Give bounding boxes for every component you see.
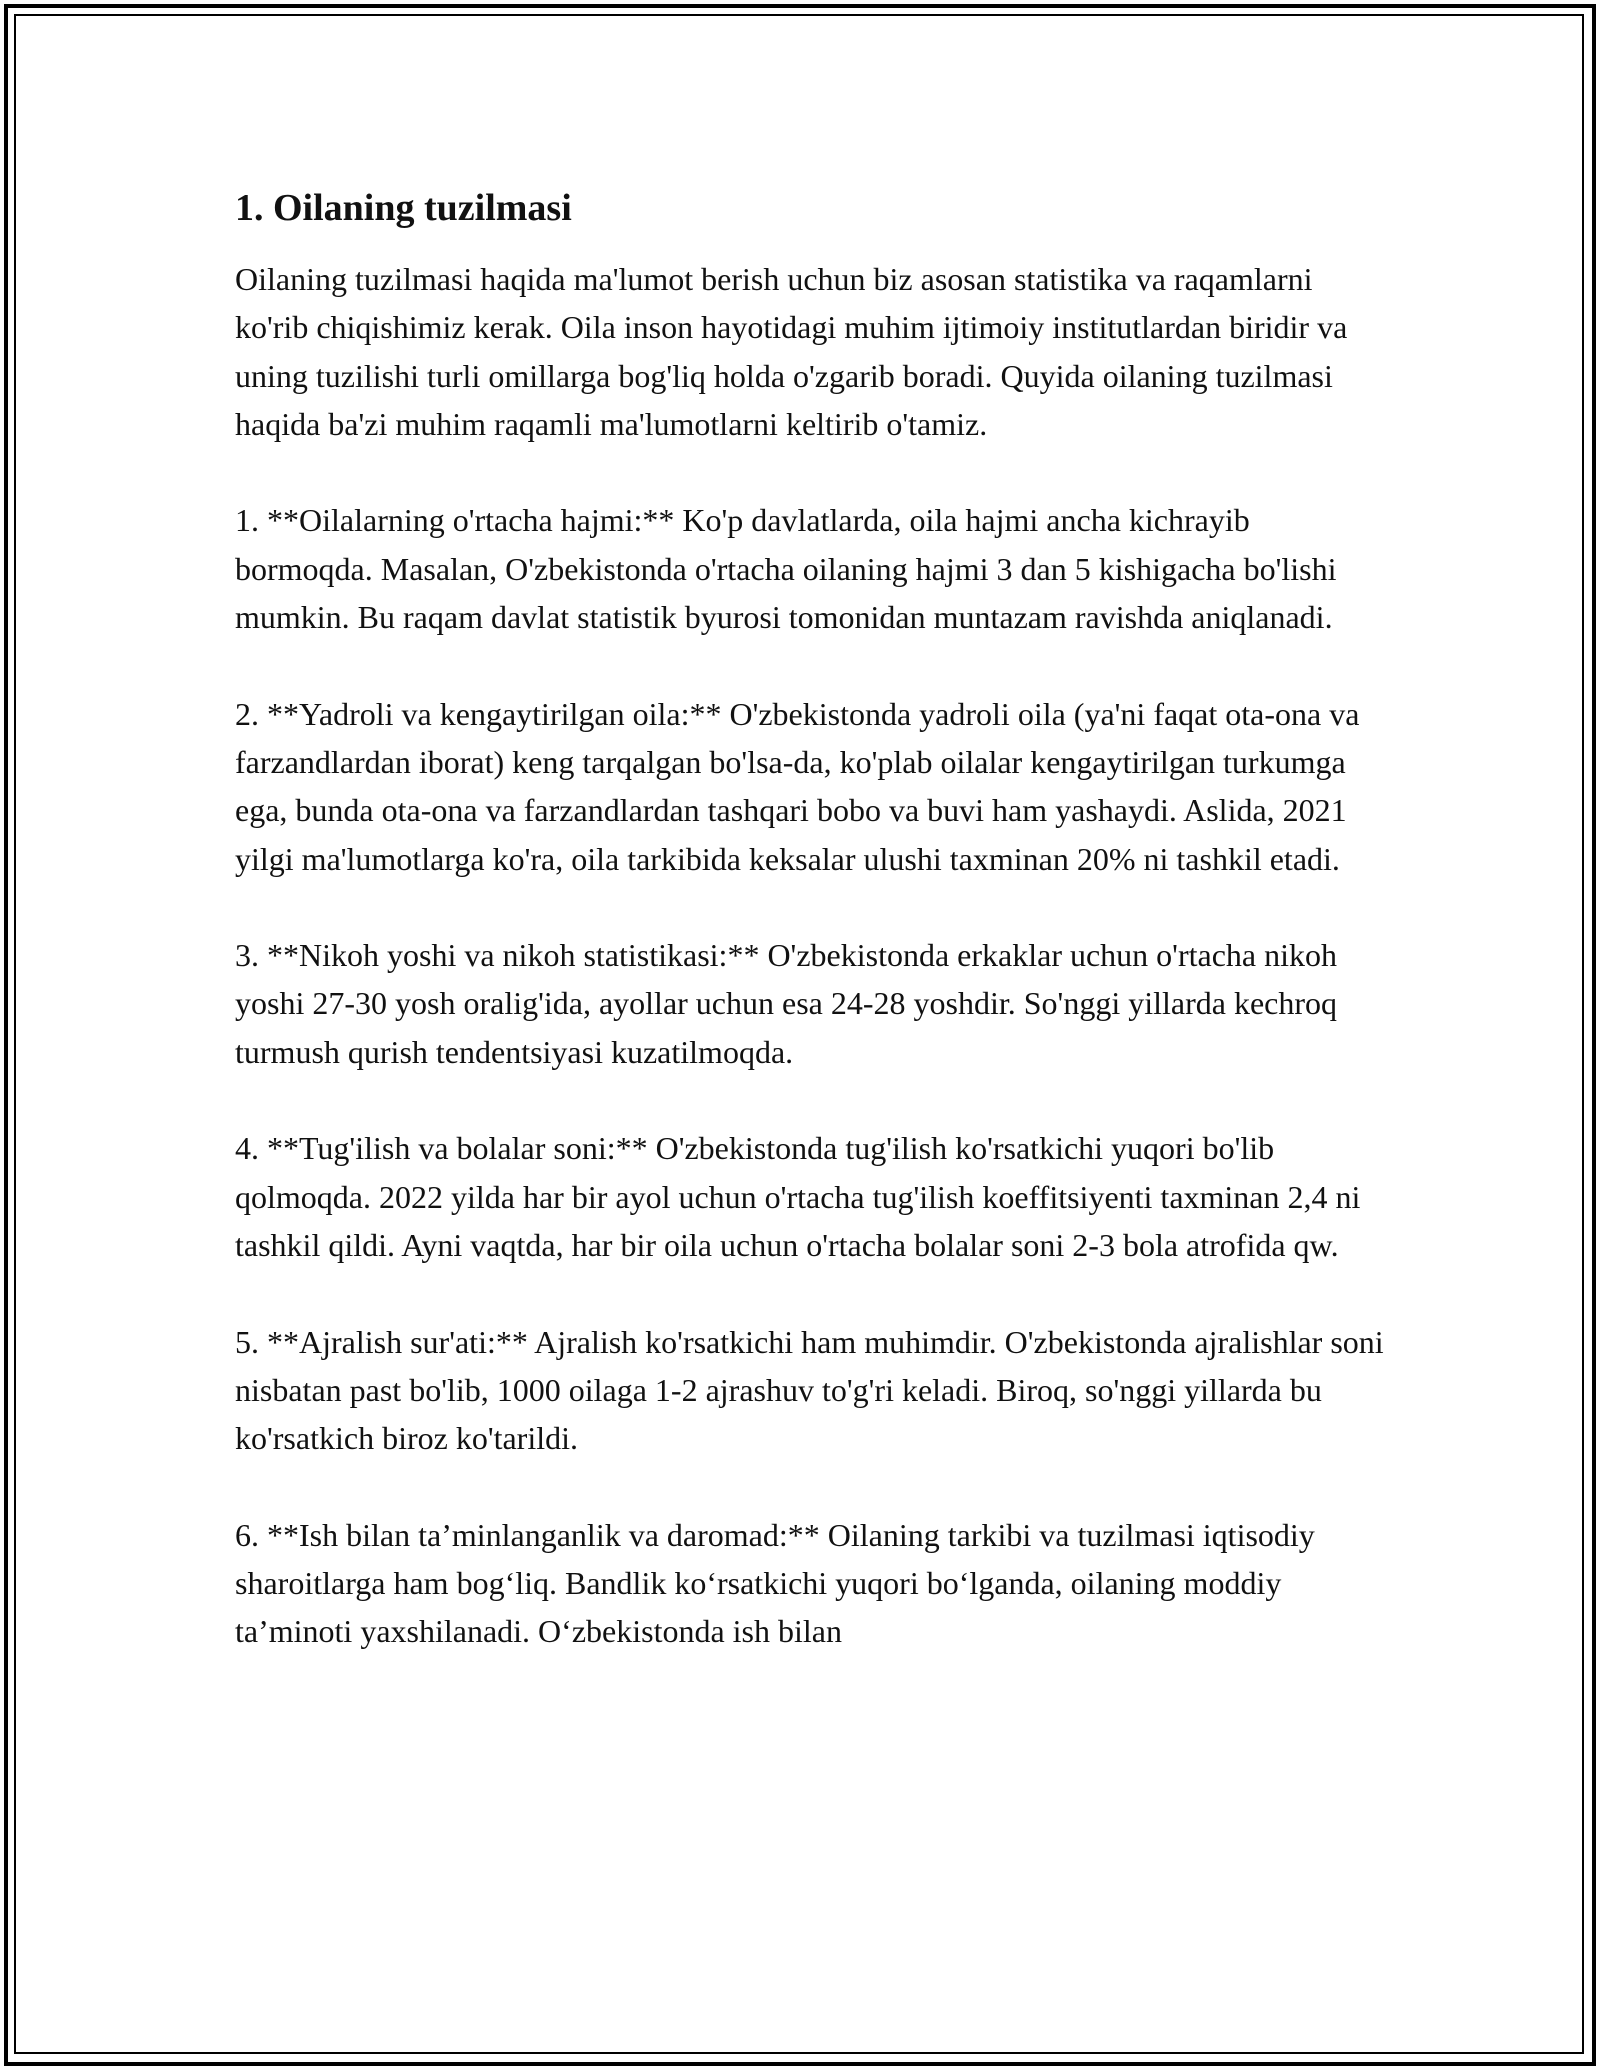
section-heading: 1. Oilaning tuzilmasi [235,187,572,229]
paragraph-employment-income: 6. **Ish bilan ta’minlanganlik va daromad:** Oilaning tarkibi va tuzilmasi iqtisodiy sharoitlarga ham bog‘liq. Bandlik ko‘rsatkichi yuqori bo‘lganda, oilaning moddiy ta’minoti yaxshilanadi. O‘zbekistonda ish bilan [235,1516,1315,1650]
paragraph-marriage-age: 3. **Nikoh yoshi va nikoh statistikasi:** O'zbekistonda erkaklar uchun o'rtacha nikoh yoshi 27-30 yosh oralig'ida, ayollar uchun esa 24-28 yoshdir. So'nggi yillarda kechroq turmush qurish tendentsiyasi kuzatilmoqda. [235,937,1337,1070]
paragraph-birth-rate: 4. **Tug'ilish va bolalar soni:** O'zbekistonda tug'ilish ko'rsatkichi yuqori bo'lib qolmoqda. 2022 yilda har bir ayol uchun o'rtacha tug'ilish koeffitsiyenti taxminan 2,4 ni tashkil qildi. Ayni vaqtda, har bir oila uchun o'rtacha bolalar soni 2-3 bola atrofida qw. [235,1130,1361,1263]
intro-paragraph: Oilaning tuzilmasi haqida ma'lumot berish uchun biz asosan statistika va raqamlarni ko'rib chiqishimiz kerak. Oila inson hayotidagi muhim ijtimoiy institutlardan biridir va uning tuzilishi turli omillarga bog'liq holda o'zgarib boradi. Quyida oilaning tuzilmasi haqida ba'zi muhim raqamli ma'lumotlarni keltirib o'tamiz. [235,261,1348,442]
paragraph-family-size: 1. **Oilalarning o'rtacha hajmi:** Ko'p davlatlarda, oila hajmi ancha kichrayib bormoqda. Masalan, O'zbekistonda o'rtacha oilaning hajmi 3 dan 5 kishigacha bo'lishi mumkin. Bu raqam davlat statistik byurosi tomonidan muntazam ravishda aniqlanadi. [235,502,1337,636]
paragraph-nuclear-extended-family: 2. **Yadroli va kengaytirilgan oila:** O'zbekistonda yadroli oila (ya'ni faqat ota-ona va farzandlardan iborat) keng tarqalgan bo'lsa-da, ko'plab oilalar kengaytirilgan turkumga ega, bunda ota-ona va farzandlardan tashqari bobo va buvi ham yashaydi. Aslida, 2021 yilgi ma'lumotlarga ko'ra, oila tarkibida keksalar ulushi taxminan 20% ni tashkil etadi. [235,695,1360,877]
paragraph-divorce-rate: 5. **Ajralish sur'ati:** Ajralish ko'rsatkichi ham muhimdir. O'zbekistonda ajralishlar soni nisbatan past bo'lib, 1000 oilaga 1-2 ajrashuv to'g'ri keladi. Biroq, so'nggi yillarda bu ko'rsatkich biroz ko'tarildi. [235,1323,1384,1457]
document-body [235,185,1385,1656]
